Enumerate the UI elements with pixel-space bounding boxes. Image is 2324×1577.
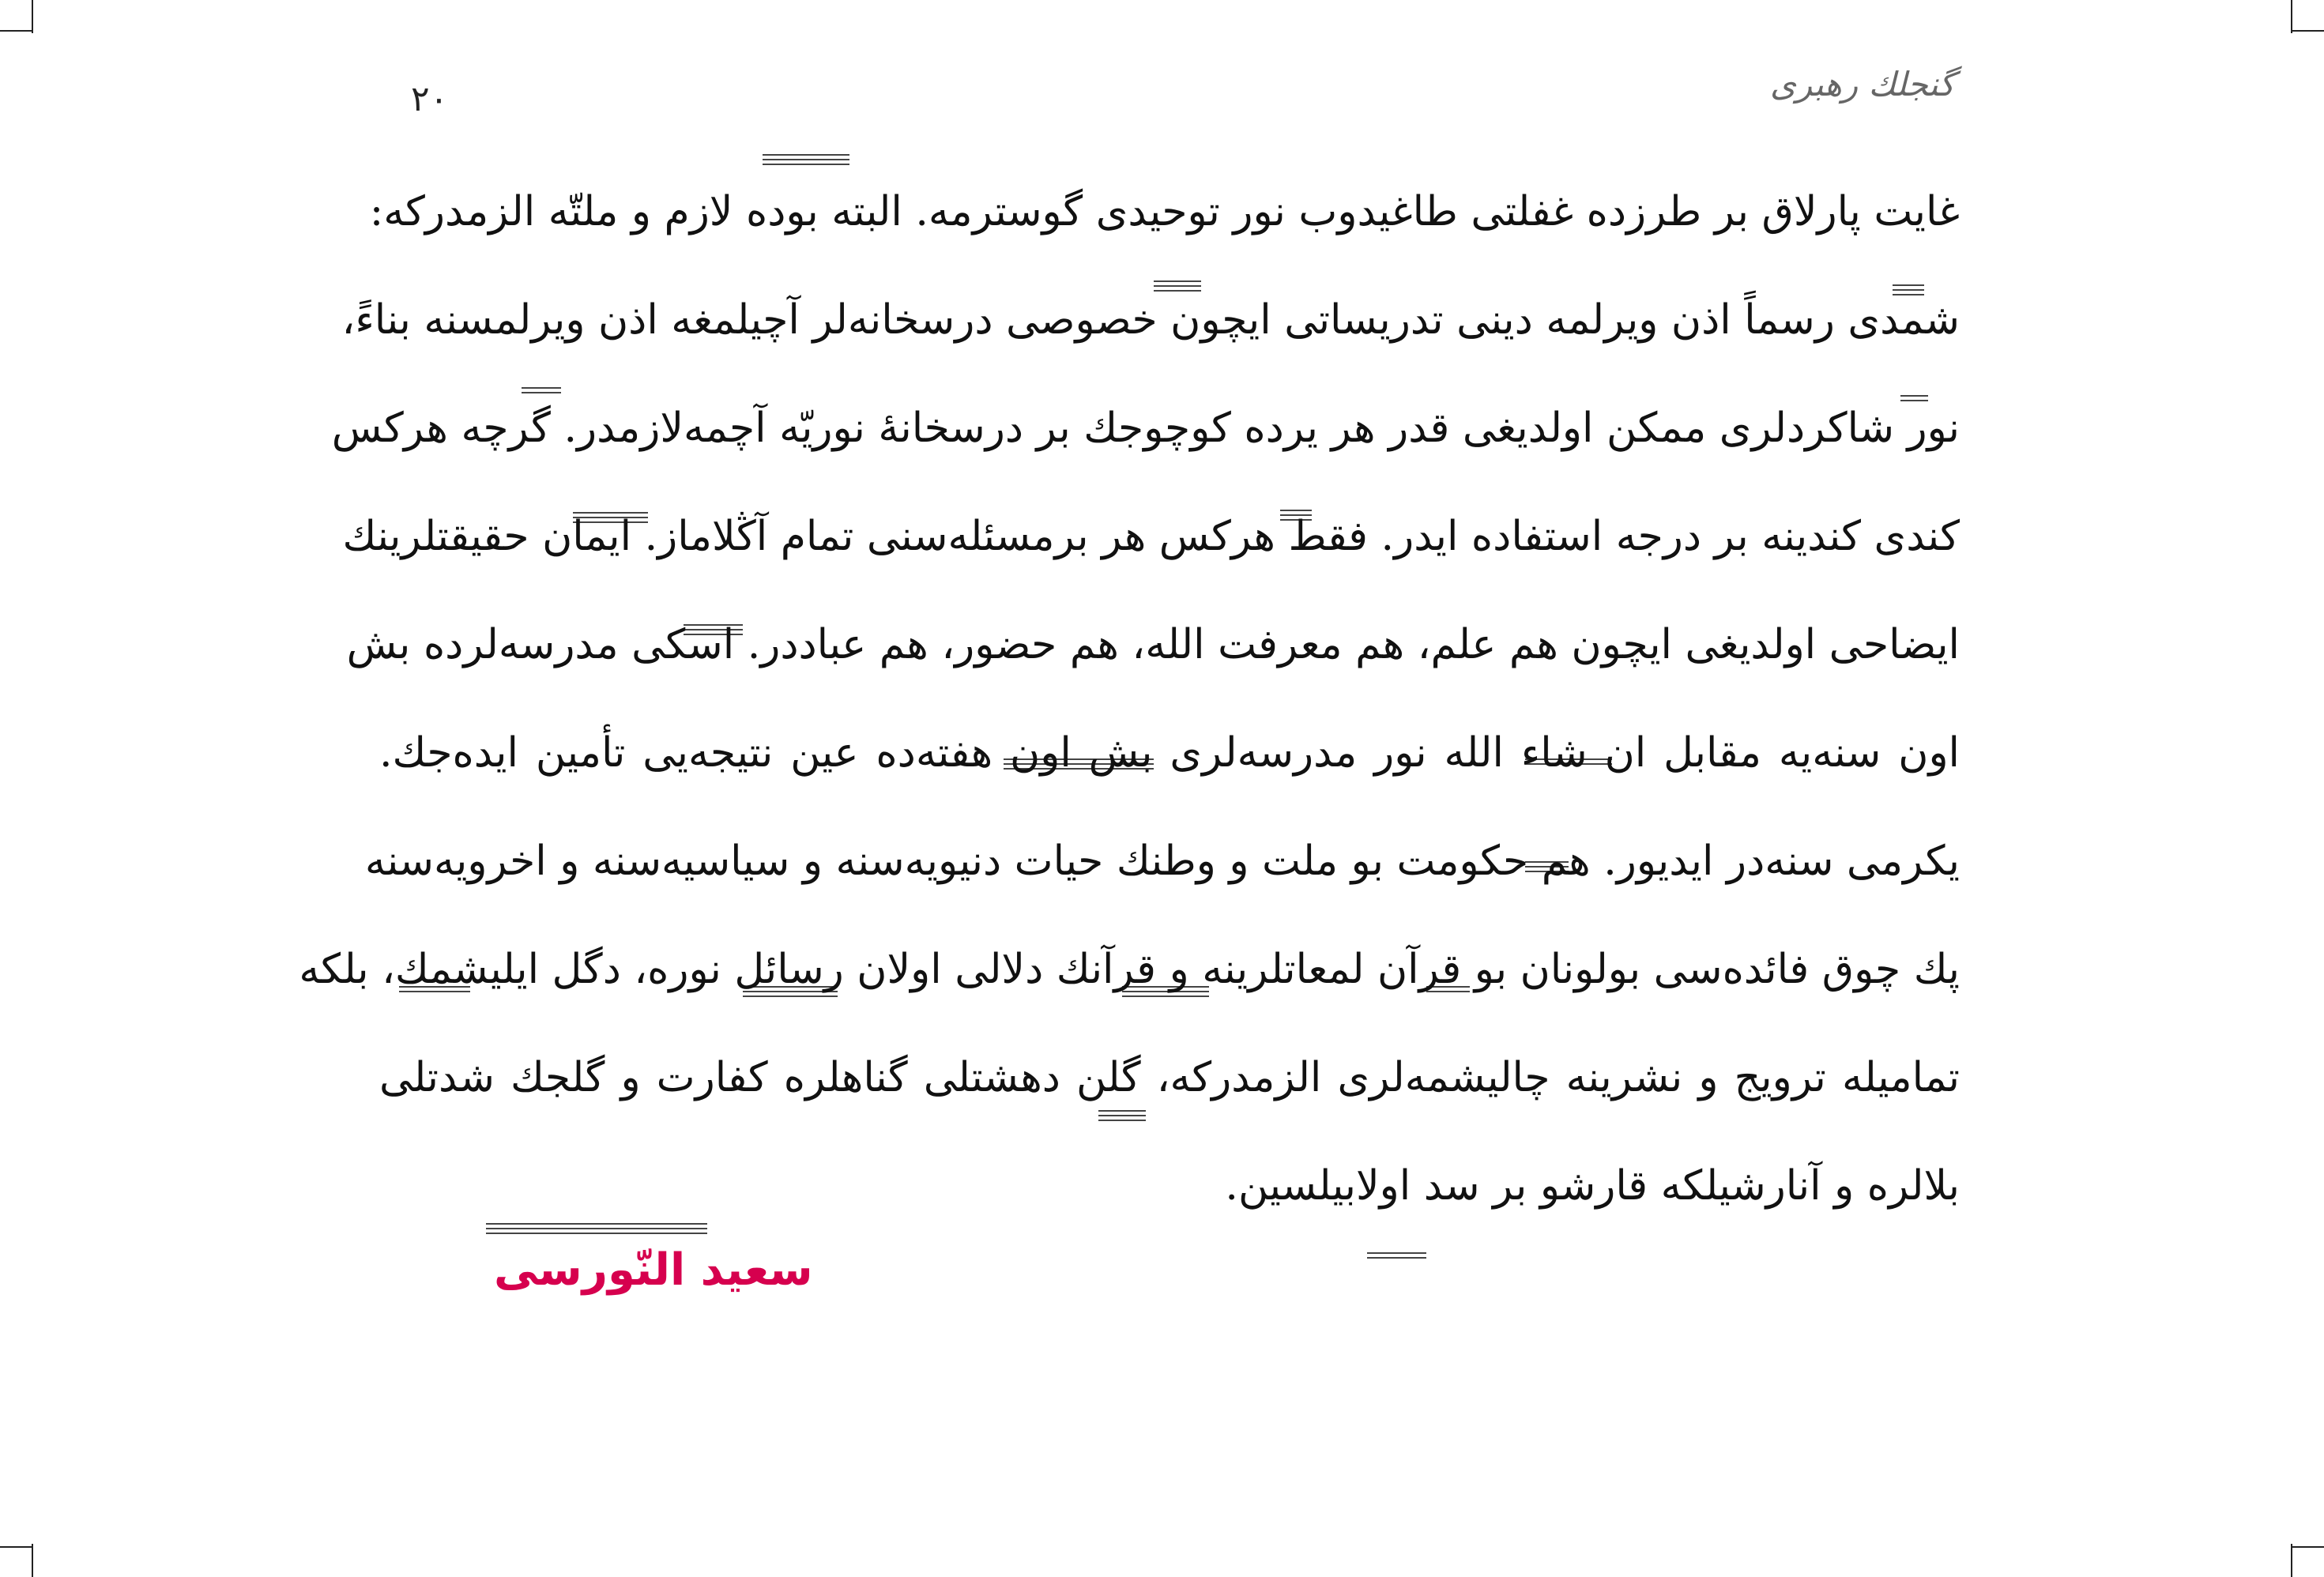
page-number: ۲۰ <box>411 79 449 119</box>
text-line: پك چوق فائده‌سى بولونان بو قرآن لمعاتلرينه و قرآنك دلالى اولان رسائل نوره، دگل ايليشمك، بلكه <box>299 946 1960 993</box>
crop-mark-bottom-right-v <box>2291 1544 2292 1577</box>
text-line: يكرمى سنه‌در ايديور. هم حكومت بو ملت و وطنك حيات دنيويه‌سنه و سياسيه‌سنه و اخرويه‌سنه <box>364 837 1960 885</box>
crop-mark-top-left-v <box>32 0 33 33</box>
body-text <box>299 158 1960 1240</box>
text-line: شمدى رسماً اذن ويرلمه دينى تدريساتى ايچون خصوصى درسخانه‌لر آچيلمغه اذن ويرلمسنه بناءً، <box>341 296 1960 344</box>
text-line: اون سنه‌يه مقابل ان شاء الله نور مدرسه‌لرى بش اون هفته‌ده عين نتيجه‌يى تأمين ايده‌جك. <box>379 729 1960 777</box>
signature: سعيد النّورسى <box>494 1244 813 1296</box>
crop-mark-top-left-h <box>0 30 33 32</box>
crop-mark-bottom-left-v <box>32 1544 33 1577</box>
text-line: نور شاكردلرى ممكن اولديغى قدر هر يرده كوچوجك بر درسخانهٔ نوريّه آچمه‌لازمدر. گرچه هركس <box>331 405 1960 452</box>
crop-mark-top-right-v <box>2291 0 2292 33</box>
crop-mark-bottom-left-h <box>0 1546 33 1548</box>
crop-mark-bottom-right-h <box>2291 1546 2324 1548</box>
running-head: گنجلك رهبری <box>1770 65 1955 104</box>
overline-mark <box>1367 1252 1426 1262</box>
text-line: تماميله ترويج و نشرينه چاليشمه‌لرى الزمدركه، گلن دهشتلى گناهلره كفارت و گلجك شدتلى <box>379 1054 1960 1101</box>
text-line: غايت پارلاق بر طرزده غفلتى طاغيدوب نور توحيدى گوسترمه. البته بوده لازم و ملتّه الزمدركه: <box>369 188 1960 235</box>
crop-mark-top-right-h <box>2291 30 2324 32</box>
text-line-last: بلالره و آنارشيلكه قارشو بر سد اولابيلسين. <box>1225 1162 1960 1210</box>
text-line: ايضاحى اولديغى ايچون هم علم، هم معرفت الله، هم حضور، هم عباددر. اسكى مدرسه‌لرده بش <box>346 621 1960 668</box>
text-line: كندى كندينه بر درجه استفاده ايدر. فقط هركس هر برمسئله‌سنى تمام آڭلاماز. ايمان حقيقتلرينك <box>342 513 1960 560</box>
